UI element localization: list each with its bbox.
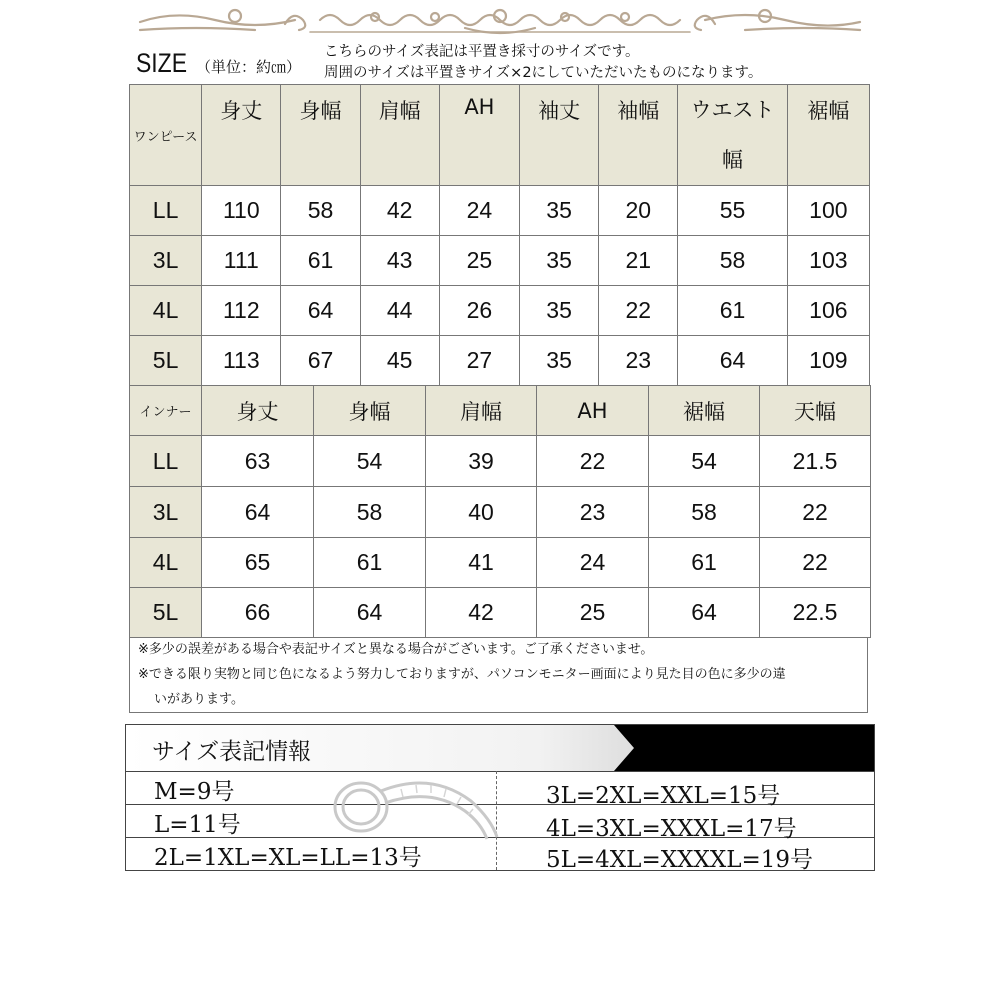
value-cell: 21.5	[760, 436, 871, 487]
value-cell: 35	[520, 186, 599, 236]
value-cell: 27	[439, 336, 519, 386]
size-label: LL	[130, 436, 202, 487]
header-cell: 裾幅	[649, 386, 760, 436]
value-cell: 22	[760, 487, 871, 538]
size-equivalence: 5L=4XL=XXXXL=19号	[546, 847, 814, 873]
value-cell: 44	[360, 286, 439, 336]
value-cell: 40	[426, 487, 537, 538]
value-cell: 43	[360, 236, 439, 286]
value-cell: 64	[202, 487, 314, 538]
value-cell: 24	[537, 538, 649, 588]
size-equivalence: 4L=3XL=XXXL=17号	[546, 816, 797, 842]
size-equivalence: 3L=2XL=XXL=15号	[546, 783, 781, 809]
value-cell: 25	[439, 236, 519, 286]
inner-header-row	[130, 386, 871, 436]
value-cell: 22	[537, 436, 649, 487]
value-cell: 64	[678, 336, 787, 386]
size-label: 4L	[130, 538, 202, 588]
table-row	[130, 336, 870, 386]
value-cell: 23	[537, 487, 649, 538]
value-cell: 41	[426, 538, 537, 588]
onepiece-size-table	[129, 84, 870, 386]
size-note	[324, 42, 762, 84]
table-row	[130, 487, 871, 538]
size-unit: （単位：約㎝）	[196, 58, 302, 76]
header-cell: 袖丈	[520, 85, 599, 186]
header-cell: 袖幅	[599, 85, 678, 186]
size-info-title: サイズ表記情報	[152, 739, 312, 765]
size-equivalence: 2L=1XL=XL=LL=13号	[154, 845, 422, 871]
table-row	[130, 436, 871, 487]
note-line: ※できる限り実物と同じ色になるよう努力しておりますが、パソコンモニター画面により見た目の色に多少の違	[138, 667, 786, 682]
ornament-flourish	[135, 2, 865, 40]
value-cell: 22.5	[760, 588, 871, 638]
value-cell: 106	[787, 286, 869, 336]
value-cell: 39	[426, 436, 537, 487]
size-label: 5L	[130, 588, 202, 638]
header-cell: AH	[439, 85, 519, 186]
size-label: 4L	[130, 286, 202, 336]
header-cell: 身幅	[281, 85, 360, 186]
table-row	[130, 588, 871, 638]
value-cell: 42	[360, 186, 439, 236]
size-header	[134, 42, 874, 84]
value-cell: 35	[520, 236, 599, 286]
note-line: いがあります。	[154, 692, 244, 707]
header-cell: 裾幅	[787, 85, 869, 186]
header-cell-waist: ウエスト 幅	[678, 85, 787, 186]
header-cell: 天幅	[760, 386, 871, 436]
value-cell: 58	[649, 487, 760, 538]
value-cell: 58	[314, 487, 426, 538]
onepiece-header-row	[130, 85, 870, 186]
header-cell: 肩幅	[360, 85, 439, 186]
value-cell: 61	[314, 538, 426, 588]
value-cell: 61	[678, 286, 787, 336]
table-row	[130, 186, 870, 236]
table-row	[130, 236, 870, 286]
measuring-tape-icon	[321, 771, 501, 841]
value-cell: 112	[202, 286, 281, 336]
value-cell: 64	[649, 588, 760, 638]
value-cell: 103	[787, 236, 869, 286]
value-cell: 54	[649, 436, 760, 487]
value-cell: 24	[439, 186, 519, 236]
value-cell: 66	[202, 588, 314, 638]
header-cell: 身幅	[314, 386, 426, 436]
header-cell: 身丈	[202, 386, 314, 436]
value-cell: 110	[202, 186, 281, 236]
size-label: 3L	[130, 487, 202, 538]
value-cell: 100	[787, 186, 869, 236]
value-cell: 111	[202, 236, 281, 286]
disclaimer-notes	[129, 637, 868, 713]
size-info-grid	[126, 771, 874, 873]
value-cell: 55	[678, 186, 787, 236]
value-cell: 61	[649, 538, 760, 588]
value-cell: 109	[787, 336, 869, 386]
value-cell: 113	[202, 336, 281, 386]
value-cell: 65	[202, 538, 314, 588]
size-title: SIZE	[136, 48, 188, 78]
table-row	[130, 286, 870, 336]
value-cell: 64	[281, 286, 360, 336]
size-equivalence: M=9号	[154, 779, 235, 805]
inner-label: インナー	[130, 386, 202, 436]
value-cell: 35	[520, 336, 599, 386]
header-cell: 身丈	[202, 85, 281, 186]
value-cell: 21	[599, 236, 678, 286]
value-cell: 20	[599, 186, 678, 236]
value-cell: 45	[360, 336, 439, 386]
size-equivalence: L=11号	[154, 812, 241, 838]
value-cell: 35	[520, 286, 599, 336]
size-label: LL	[130, 186, 202, 236]
value-cell: 42	[426, 588, 537, 638]
value-cell: 67	[281, 336, 360, 386]
value-cell: 54	[314, 436, 426, 487]
value-cell: 64	[314, 588, 426, 638]
size-label: 3L	[130, 236, 202, 286]
table-row	[130, 538, 871, 588]
note-line: ※多少の誤差がある場合や表記サイズと異なる場合がございます。ご了承くださいませ。	[138, 642, 654, 657]
value-cell: 58	[281, 186, 360, 236]
value-cell: 58	[678, 236, 787, 286]
value-cell: 22	[760, 538, 871, 588]
value-cell: 23	[599, 336, 678, 386]
value-cell: 61	[281, 236, 360, 286]
inner-size-table	[129, 385, 871, 638]
onepiece-label: ワンピース	[130, 85, 202, 186]
value-cell: 63	[202, 436, 314, 487]
size-label: 5L	[130, 336, 202, 386]
size-note-line2: 周囲のサイズは平置きサイズ×2にしていただいたものになります。	[324, 65, 763, 81]
size-note-line1: こちらのサイズ表記は平置き採寸のサイズです。	[324, 44, 640, 60]
value-cell: 26	[439, 286, 519, 336]
value-cell: 22	[599, 286, 678, 336]
size-info-box	[125, 724, 875, 871]
header-cell: AH	[537, 386, 649, 436]
value-cell: 25	[537, 588, 649, 638]
header-cell: 肩幅	[426, 386, 537, 436]
